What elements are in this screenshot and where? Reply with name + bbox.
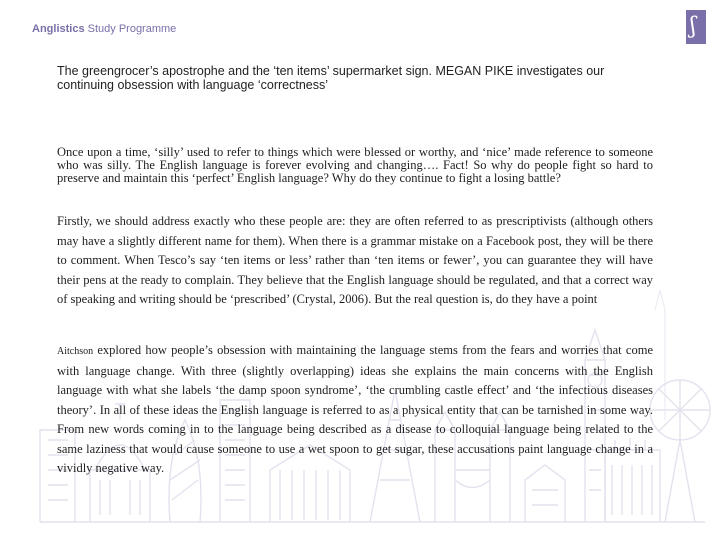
programme-name-rest: Study Programme [87,23,177,35]
article-paragraph-3 [57,341,653,479]
article-paragraph-2: Firstly, we should address exactly who these people are: they are often referred to as prescriptivists (although others may have a slightly different name for them). When there is a grammar mistake on a Facebook post, they will be there to comment. When Tesco’s say ‘ten items or less’ rather than ‘ten items or fewer’, you can guarantee they will have their pens at the ready to complain. They believe that the English language should be regulated, and that a correct way of speaking and writing should be ‘prescribed’ (Crystal, 2006). But the real question is, do they have a point [57,214,653,306]
programme-header [32,23,176,35]
programme-name-bold: Anglistics [32,23,85,35]
university-logo-icon [686,10,706,44]
article-paragraph-1: Once upon a time, ‘silly’ used to refer to things which were blessed or worthy, and ‘nice’ made reference to someone who was silly. The English language is forever evolving and changing…. Fact! So why do people fight so hard to preserve and maintain this ‘perfect’ English language? Why do they continue to fight a losing battle? [57,145,653,185]
paragraph-3-lead: Aitchson [57,346,94,357]
article-intro: The greengrocer’s apostrophe and the ‘ten items’ supermarket sign. MEGAN PIKE investigates our continuing obsession with language ‘correctness’ [57,64,605,92]
logo-glyph: ʃ [690,14,696,39]
paragraph-3-body: explored how people’s obsession with maintaining the language stems from the fears and worries that come with language change. With three (slightly overlapping) ideas she explains the main concerns with the English language with what she labels ‘the damp spoon syndrome’, ‘the crumbling castle effect’ and ‘the infectious diseases theory’. In all of these ideas the English language is referred to as a physical entity that can be tarnished in some way. From new words coming in to the language being described as a disease to colloquial language being related to the same laziness that would cause someone to use a wet spoon to get sugar, these accusations paint language change in a vividly negative way. [57,343,653,475]
